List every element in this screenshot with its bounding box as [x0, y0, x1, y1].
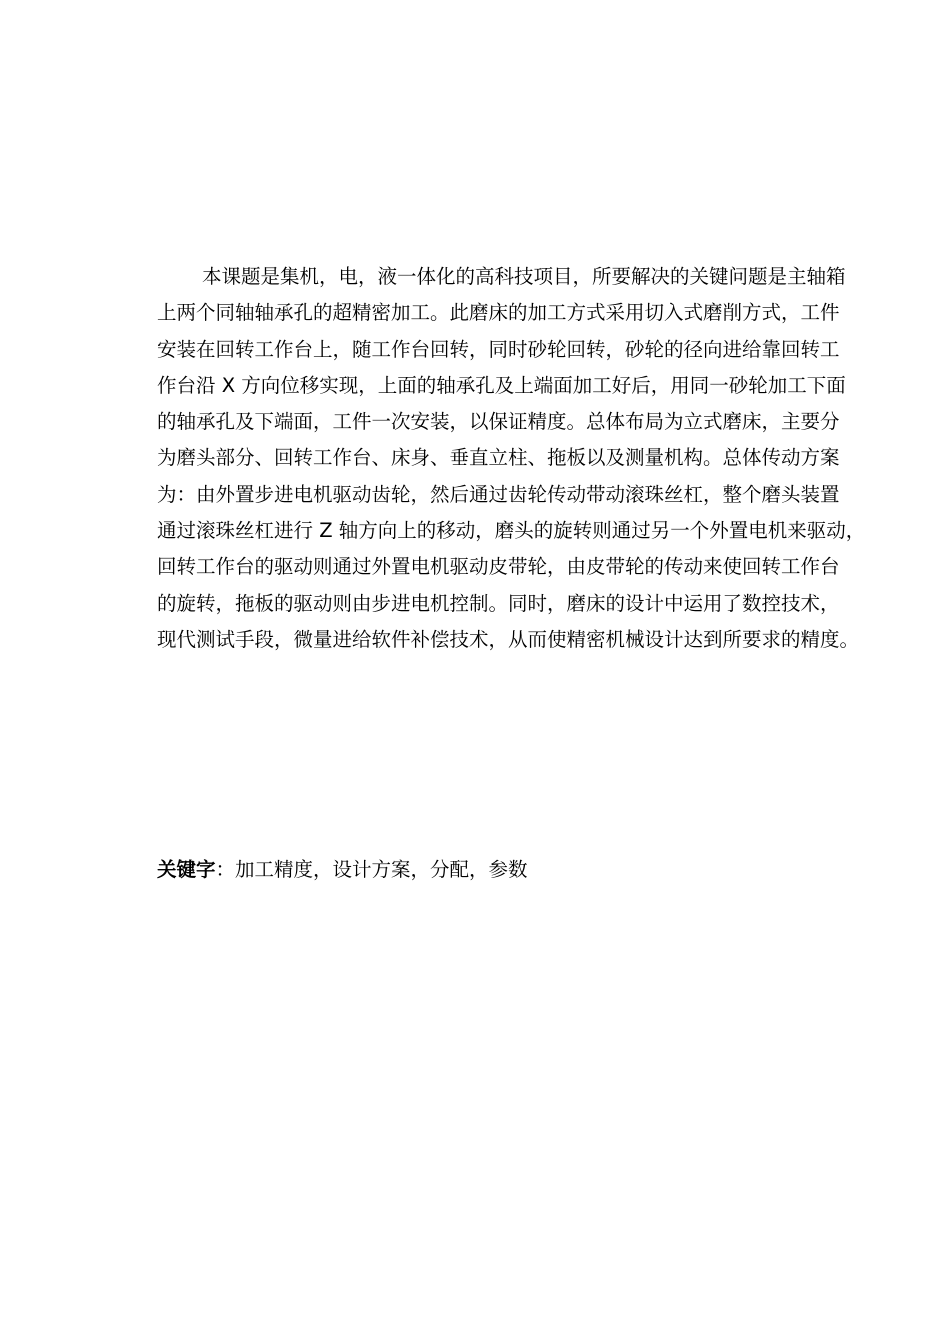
abstract-line: 为磨头部分、回转工作台、床身、垂直立柱、拖板以及测量机构。总体传动方案 — [157, 446, 840, 470]
keywords-line — [157, 852, 528, 888]
abstract-line: 的轴承孔及下端面，工件一次安装，以保证精度。总体布局为立式磨床，主要分 — [157, 410, 840, 434]
keywords-separator: ： — [215, 858, 236, 881]
abstract-line: 现代测试手段，微量进给软件补偿技术，从而使精密机械设计达到所要求的精度。 — [157, 627, 860, 651]
keywords-label: 关键字 — [157, 858, 216, 881]
abstract-line: 上两个同轴轴承孔的超精密加工。此磨床的加工方式采用切入式磨削方式，工件 — [157, 301, 840, 325]
abstract-line: 本课题是集机，电，液一体化的高科技项目，所要解决的关键问题是主轴箱 — [202, 265, 846, 288]
abstract-line: 的旋转，拖板的驱动则由步进电机控制。同时，磨床的设计中运用了数控技术， — [157, 591, 840, 615]
keywords-text: 加工精度，设计方案，分配，参数 — [235, 858, 528, 881]
abstract-line: 安装在回转工作台上，随工作台回转，同时砂轮回转，砂轮的径向进给靠回转工 — [157, 337, 840, 361]
abstract-line: 通过滚珠丝杠进行 Z 轴方向上的移动，磨头的旋转则通过另一个外置电机来驱动， — [157, 519, 866, 543]
abstract-line: 回转工作台的驱动则通过外置电机驱动皮带轮，由皮带轮的传动来使回转工作台 — [157, 555, 840, 579]
abstract-line: 作台沿 X 方向位移实现，上面的轴承孔及上端面加工好后，用同一砂轮加工下面 — [157, 373, 846, 397]
abstract-paragraph — [157, 259, 885, 658]
abstract-line: 为：由外置步进电机驱动齿轮，然后通过齿轮传动带动滚珠丝杠，整个磨头装置 — [157, 482, 840, 506]
